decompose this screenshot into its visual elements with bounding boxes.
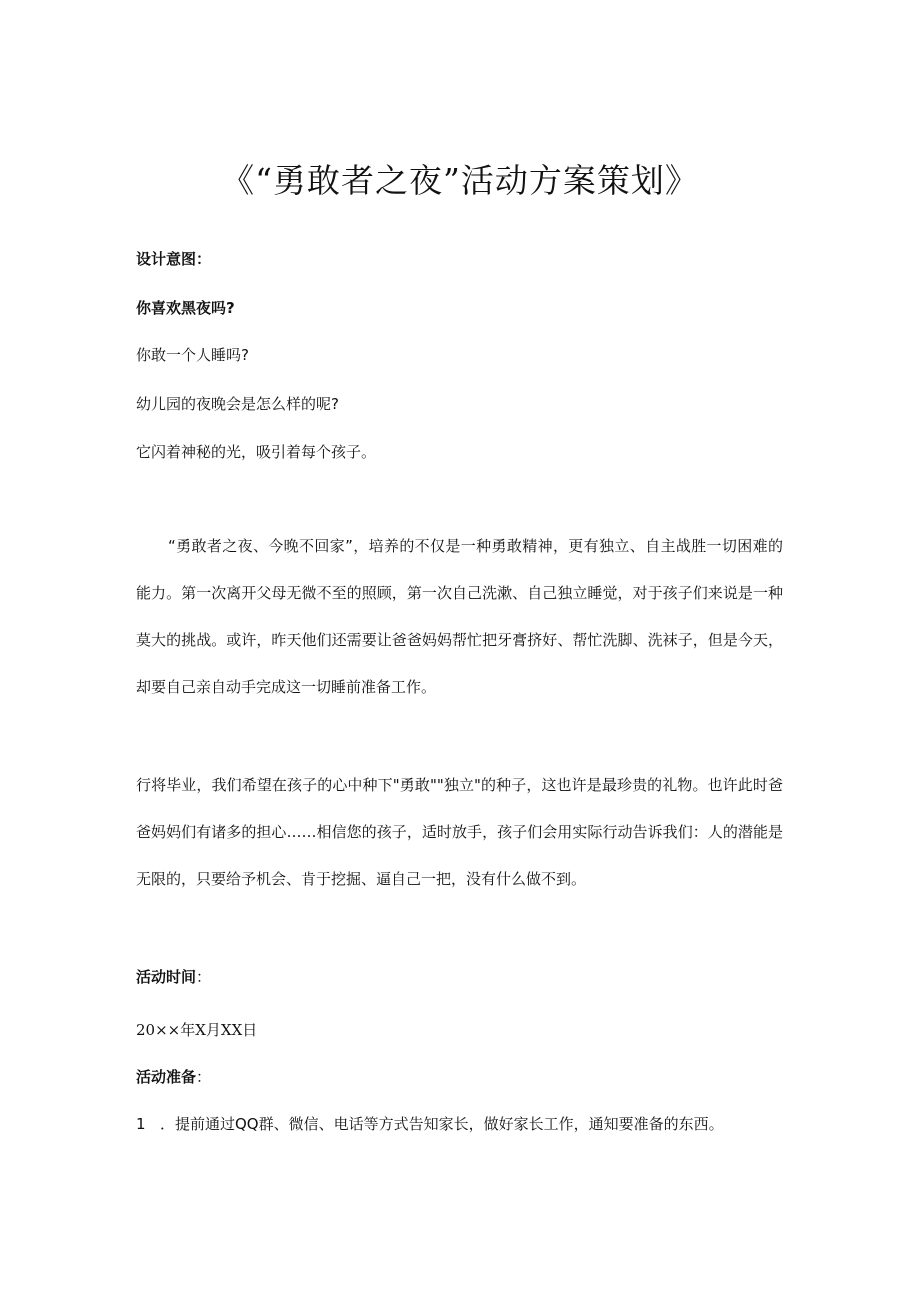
activity-time-heading: [136, 966, 211, 988]
activity-time-value: 20××年X月XX日: [136, 1021, 258, 1039]
activity-prep-colon: ：: [196, 1068, 212, 1086]
activity-time-colon: ：: [196, 968, 212, 986]
activity-prep-heading: [136, 1066, 211, 1088]
paragraph-graduation: 行将毕业，我们希望在孩子的心中种下"勇敢""独立"的种子，这也许是最珍贵的礼物。也许此时爸爸妈妈们有诸多的担心……相信您的孩子，适时放手，孩子们会用实际行动告诉我们：人的潜能是无限的，只要给予机会、肯于挖掘、逼自己一把，没有什么做不到。: [136, 776, 783, 888]
prep-item-number: 1: [136, 1115, 146, 1133]
paragraph-brave-night: “勇敢者之夜、今晚不回家”，培养的不仅是一种勇敢精神，更有独立、自主战胜一切困难的能力。第一次离开父母无微不至的照顾，第一次自己洗漱、自己独立睡觉，对于孩子们来说是一种莫大的挑战。或许，昨天他们还需要让爸爸妈妈帮忙把牙膏挤好、帮忙洗脚、洗袜子，但是今天，却要自己亲自动手完成这一切睡前准备工作。: [136, 537, 783, 696]
design-intent-heading: 设计意图：: [136, 250, 212, 268]
activity-time-label: 活动时间: [136, 968, 197, 986]
mystery-statement: 它闪着神秘的光，吸引着每个孩子。: [136, 443, 377, 461]
document-title: 《“勇敢者之夜”活动方案策划》: [221, 161, 699, 200]
question-dark-night: 你喜欢黑夜吗?: [136, 299, 235, 317]
prep-list-item: [136, 1113, 724, 1135]
prep-item-text: ．提前通过QQ群、微信、电话等方式告知家长，做好家长工作，通知要准备的东西。: [160, 1115, 724, 1133]
question-kindergarten-night: 幼儿园的夜晚会是怎么样的呢?: [136, 395, 339, 413]
activity-prep-label: 活动准备: [136, 1068, 197, 1086]
question-sleep-alone: 你敢一个人睡吗?: [136, 346, 249, 364]
